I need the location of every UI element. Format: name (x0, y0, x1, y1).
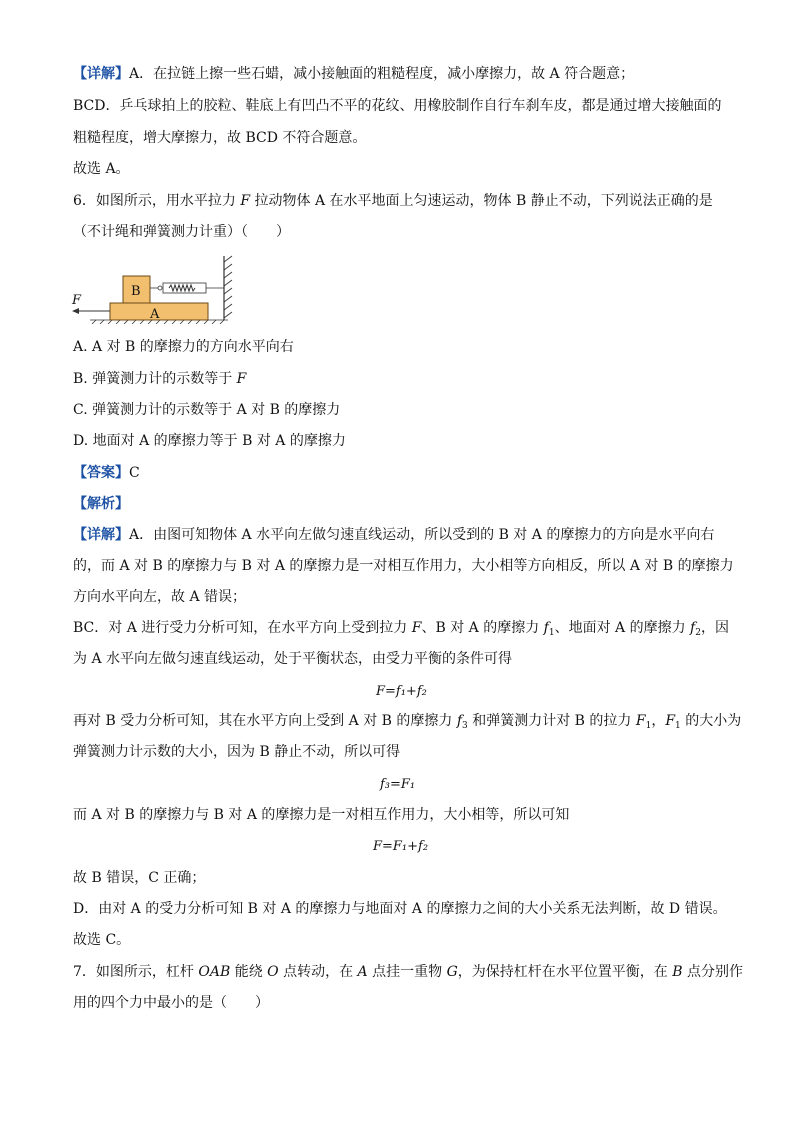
q7-var-OAB: OAB (198, 964, 231, 980)
q6-d-line: D．由对 A 的受力分析可知 B 对 A 的摩擦力与地面对 A 的摩擦力之间的大小关系无法判断，故 D 错误。 (73, 901, 727, 917)
bc1-sub-2: 2 (695, 628, 701, 638)
q6-option-b-text: B. 弹簧测力计的示数等于 (73, 371, 237, 387)
block-a-label: A (150, 307, 160, 322)
q7-var-B: B (672, 964, 683, 980)
q6-detail-a-3: 方向水平向左，故 A 错误； (73, 589, 247, 605)
bc3-text-a: 再对 B 受力分析可知，其在水平方向上受到 A 对 B 的摩擦力 (73, 713, 457, 729)
q6-bc-line-6: 故 B 错误，C 正确； (73, 870, 206, 886)
bc3-var-F1: F (635, 713, 646, 729)
q6-detail-a-1 (73, 525, 714, 545)
detail-text: A．在拉链上擦一些石蜡，减小接触面的粗糙程度，减小摩擦力，故 A 符合题意； (129, 66, 635, 82)
bc1-text-a: BC．对 A 进行受力分析可知，在水平方向上受到拉力 (73, 620, 412, 636)
bc3-text-c: ， (651, 713, 666, 729)
q6-analysis (73, 494, 129, 514)
bc1-var-F: F (411, 620, 422, 636)
detail-line-1 (73, 64, 634, 84)
q6-figure (68, 252, 248, 324)
q6-stem-text-2: 拉动物体 A 在水平地面上匀速运动，物体 B 静止不动，下列说法正确的是 (250, 193, 713, 209)
bc3-sub-3: 3 (462, 721, 468, 731)
q7-text-a: 7．如图所示，杠杆 (73, 964, 199, 980)
q6-conclusion: 故选 C。 (73, 932, 131, 948)
q7-var-O: O (267, 964, 279, 980)
q6-answer (73, 463, 140, 483)
q7-var-G: G (446, 964, 458, 980)
wall (224, 256, 232, 320)
q7-text-b: 能绕 (230, 964, 268, 980)
bc3-var-f3: f (456, 713, 463, 729)
bc1-var-f1: f (543, 620, 549, 636)
q7-stem-line-2: 用的四个力中最小的是（ ） (73, 995, 269, 1011)
detail-line-2: BCD．乒乓球拍上的胶粒、鞋底上有凹凸不平的花纹、用橡胶制作自行车刹车皮，都是通过增大接触面的 (73, 98, 722, 114)
q6-stem-line-1 (73, 191, 713, 211)
q6-option-d: D. 地面对 A 的摩擦力等于 B 对 A 的摩擦力 (73, 433, 346, 449)
q6-option-c: C. 弹簧测力计的示数等于 A 对 B 的摩擦力 (73, 402, 341, 418)
force-label: F (72, 293, 82, 308)
q6-detail-tag: 【详解】 (73, 527, 129, 543)
bc3-text-b: 和弹簧测力计对 B 的拉力 (467, 713, 636, 729)
spring-scale (150, 283, 224, 293)
bc3-var-F1b: F (665, 713, 676, 729)
q7-var-A: A (357, 964, 368, 980)
answer-tag: 【答案】 (73, 465, 129, 481)
q6-bc-line-5: 而 A 对 B 的摩擦力与 B 对 A 的摩擦力是一对相互作用力，大小相等，所以可知 (73, 807, 570, 823)
bc3-sub-F1b: 1 (675, 721, 681, 731)
equation-3: F=F₁+f₂ (373, 839, 429, 854)
q6-option-b-var: F (236, 371, 247, 387)
bc1-sub-1: 1 (548, 628, 555, 638)
q6-bc-line-3 (73, 711, 741, 731)
equation-2: f₃=F₁ (380, 777, 416, 792)
q6-detail-a-2: 的，而 A 对 B 的摩擦力与 B 对 A 的摩擦力是一对相互作用力，大小相等方向相反，所以 A 对 B 的摩擦力 (73, 558, 734, 574)
force-arrow (72, 308, 110, 314)
bc3-text-d: 的大小为 (680, 713, 742, 729)
analysis-tag: 【解析】 (73, 496, 129, 512)
bc1-text-d: ，因 (700, 620, 729, 636)
q6-detail-a-text: A．由图可知物体 A 水平向左做匀速直线运动，所以受到的 B 对 A 的摩擦力的方向是水平向右 (129, 527, 715, 543)
q7-stem-line-1 (73, 962, 743, 982)
q6-bc-line-1 (73, 618, 729, 638)
bc1-var-f2: f (690, 620, 696, 636)
q7-text-e: ，为保持杠杆在水平位置平衡，在 (457, 964, 673, 980)
bc1-text-c: 、地面对 A 的摩擦力 (554, 620, 691, 636)
detail-line-3: 粗糙程度，增大摩擦力，故 BCD 不符合题意。 (73, 130, 367, 146)
q7-text-f: 点分别作 (682, 964, 743, 980)
q7-text-c: 点转动，在 (278, 964, 358, 980)
q6-stem-var-F: F (240, 193, 251, 209)
answer-value: C (129, 465, 140, 481)
q6-option-b (73, 369, 246, 389)
q6-stem-text: 6．如图所示，用水平拉力 (73, 193, 241, 209)
q6-bc-line-2: 为 A 水平向左做匀速直线运动，处于平衡状态，由受力平衡的条件可得 (73, 651, 513, 667)
bc3-sub-F1: 1 (645, 721, 652, 731)
bc1-text-b: 、B 对 A 的摩擦力 (421, 620, 544, 636)
detail-conclusion: 故选 A。 (73, 161, 130, 177)
q6-bc-line-4: 弹簧测力计示数的大小，因为 B 静止不动，所以可得 (73, 744, 401, 760)
detail-tag: 【详解】 (73, 66, 129, 82)
q7-text-d: 点挂一重物 (367, 964, 447, 980)
block-b-label: B (131, 284, 141, 299)
equation-1: F=f₁+f₂ (376, 684, 427, 699)
q6-stem-line-2: （不计绳和弹簧测力计重）（ ） (73, 224, 290, 240)
q6-option-a: A. A 对 B 的摩擦力的方向水平向右 (73, 339, 294, 355)
